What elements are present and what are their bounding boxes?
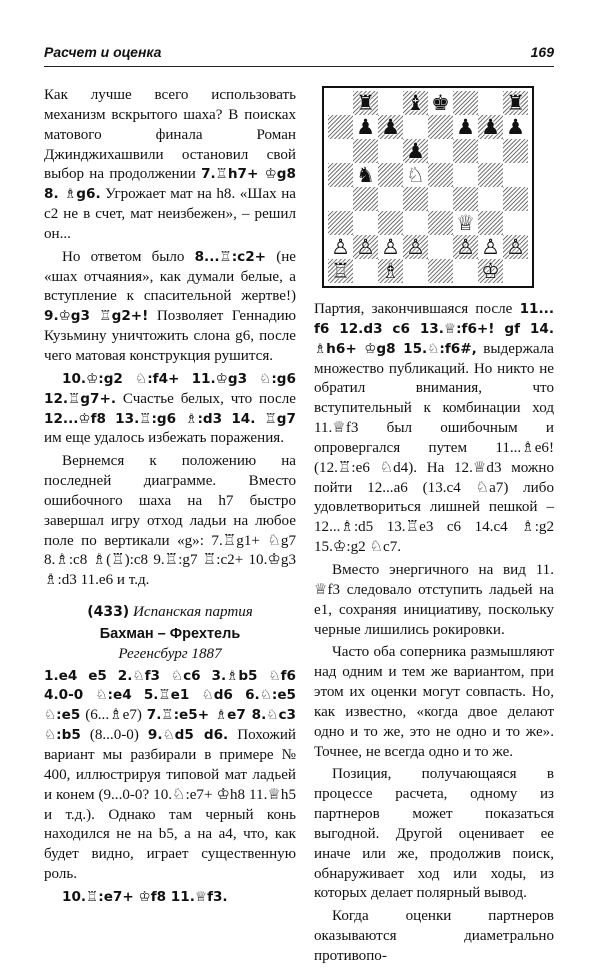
square-f1 [453,259,478,283]
square-e2 [428,235,453,259]
chess-piece-icon: ♟ [356,114,375,139]
chess-piece-icon: ♙ [381,234,400,259]
square-e6 [428,139,453,163]
square-h5 [503,163,528,187]
square-d7 [403,115,428,139]
chess-piece-icon: ♜ [506,90,525,115]
paragraph: 10.♔:g2 ♘:f4+ 11.♔g3 ♘:g6 12.♖g7+. Счастье белых, что после 12...♔f8 13.♖:g6 ♗:d3 14. ♖g7 им еще удалось избежать поражения. [44,370,296,447]
square-g8 [478,91,503,115]
square-g4 [478,187,503,211]
chess-piece-icon: ♙ [331,234,350,259]
chess-piece-icon: ♝ [406,90,425,115]
square-f8 [453,91,478,115]
square-f4 [453,187,478,211]
chess-piece-icon: ♟ [381,114,400,139]
square-h8 [503,91,528,115]
square-a1 [328,259,353,283]
chess-piece-icon: ♘ [406,162,425,187]
chess-piece-icon: ♟ [481,114,500,139]
square-h6 [503,139,528,163]
square-b1 [353,259,378,283]
square-d6 [403,139,428,163]
chess-piece-icon: ♔ [481,258,500,283]
chess-piece-icon: ♕ [456,210,475,235]
chess-piece-icon: ♗ [381,258,400,283]
paragraph: 10.♖:e7+ ♔f8 11.♕f3. [62,888,228,905]
game-players: Бахман – Фрехтель [99,625,241,642]
game-opening: Испанская партия [133,604,253,621]
chess-piece-icon: ♖ [331,258,350,283]
chess-piece-icon: ♙ [406,234,425,259]
paragraph: Позиция, получающаяся в процессе расчета, одному из партнеров может показаться выгодной. Другой оценивает ее иначе или же, продолжив поиск, обнаруживает ход или ходы, из которых делает полярный вывод. [314,766,554,902]
square-e7 [428,115,453,139]
square-c3 [378,211,403,235]
square-c1 [378,259,403,283]
square-d8 [403,91,428,115]
square-e8 [428,91,453,115]
square-d1 [403,259,428,283]
paragraph: Вместо энергичного на вид 11. ♕f3 следовало отступить ладьей на e1, сохраняя инициативу, поскольку черные лишились рокировки. [314,561,554,638]
chess-piece-icon: ♙ [481,234,500,259]
game-heading [44,603,296,623]
square-e4 [428,187,453,211]
square-a3 [328,211,353,235]
paragraph: Вернемся к положению на последней диаграмме. Вместо ошибочного шаха на h7 быстро завершал игру отход ладьи на любое поле по вертикали «g»: 7.♖g1+ ♘g7 8.♗:c8 ♗(♖):c8 9.♖:g7 ♖:c2+ 10.♔g3 ♗:d3 11.e6 и т.д. [44,453,296,589]
square-g7 [478,115,503,139]
square-b7 [353,115,378,139]
square-d5 [403,163,428,187]
square-c7 [378,115,403,139]
game-number: (433) [87,604,130,621]
square-h4 [503,187,528,211]
chess-piece-icon: ♙ [506,234,525,259]
square-b3 [353,211,378,235]
square-c8 [378,91,403,115]
header-divider [44,66,554,67]
paragraph: Партия, закончившаяся после 11... f6 12.d3 c6 13.♕:f6+! gf 14. ♗h6+ ♔g8 15.♘:f6#, выдержала множество публикаций. Но никто не обратил внимания, что вступительный к комбинации ход 11.♕f3 был ошибочным и опровергался путем 11...♗e6! (12.♖:e6 ♘d4). На 12.♕d3 можно пойти 12...a6 (13.c4 ♘a7) либо удовлетвориться лишней пешкой – 12...♗:d5 13.♖e3 c6 14.c4 ♗:g2 15.♔:g2 ♘c7. [314,301,554,556]
square-d4 [403,187,428,211]
chess-piece-icon: ♟ [406,138,425,163]
square-e3 [428,211,453,235]
chess-piece-icon: ♙ [356,234,375,259]
square-g1 [478,259,503,283]
chess-piece-icon: ♙ [456,234,475,259]
square-c2 [378,235,403,259]
square-h3 [503,211,528,235]
running-header-section: Расчет и оценка [44,44,162,60]
chess-diagram [322,86,534,288]
square-c5 [378,163,403,187]
chess-piece-icon: ♟ [506,114,525,139]
square-h1 [503,259,528,283]
square-f5 [453,163,478,187]
right-column [314,300,554,970]
chess-piece-icon: ♟ [456,114,475,139]
paragraph: 1.e4 e5 2.♘f3 ♘c6 3.♗b5 ♘f6 4.0-0 ♘:e4 5.♖e1 ♘d6 6.♘:e5 ♘:e5 (6...♗e7) 7.♖:e5+ ♗e7 8.♘c3 ♘:b5 (8...0-0) 9.♘d5 d6. Похожий вариант мы разбирали в примере № 400, иллюстрируя типовой мат ладьей и конем (9...0-0? 10.♘:e7+ ♔h8 11.♕h5 и т.д.). Однако там черный конь находился не на b5, а на a4, что, как будет видно, играет существенную роль. [44,667,297,883]
paragraph: Но ответом было 8...♖:c2+ (не «шах отчаяния», как думали белые, а вступление к спасительной жертве!) 9.♔g3 ♖g2+! Позволяет Геннадию Кузьмину уничтожить слона g6, после чего матовая конструкция рушится. [44,248,296,364]
square-f7 [453,115,478,139]
chess-board [328,91,528,283]
paragraph: Когда оценки партнеров оказываются диаметрально противопо- [314,908,554,964]
game-place: Регенсбург 1887 [118,645,222,662]
square-g2 [478,235,503,259]
square-d3 [403,211,428,235]
paragraph: Часто оба соперника размышляют над одним и тем же вариантом, при этом их оценки могут совпасть. Но, как известно, «когда двое делают одно и то же, это не одно и то же». Точнее, не всегда одно и то же. [314,644,554,760]
square-a4 [328,187,353,211]
square-g3 [478,211,503,235]
square-c6 [378,139,403,163]
left-column [44,86,296,911]
square-b5 [353,163,378,187]
square-b4 [353,187,378,211]
square-f2 [453,235,478,259]
square-a8 [328,91,353,115]
square-a2 [328,235,353,259]
square-b6 [353,139,378,163]
chess-piece-icon: ♞ [356,162,375,187]
square-f6 [453,139,478,163]
square-f3 [453,211,478,235]
page-number: 169 [530,44,554,60]
square-e5 [428,163,453,187]
square-b8 [353,91,378,115]
square-c4 [378,187,403,211]
square-b2 [353,235,378,259]
chess-piece-icon: ♜ [356,90,375,115]
square-a6 [328,139,353,163]
square-d2 [403,235,428,259]
square-h2 [503,235,528,259]
square-e1 [428,259,453,283]
square-h7 [503,115,528,139]
square-a7 [328,115,353,139]
chess-piece-icon: ♚ [431,90,450,115]
square-g5 [478,163,503,187]
square-g6 [478,139,503,163]
paragraph: Как лучше всего использовать механизм вскрытого шаха? В поисках матового финала Роман Джинджихашвили остановил свой выбор на продолжении 7.♖h7+ ♔g8 8. ♗g6. Угрожает мат на h8. «Шах на c2 не в счет, мат неизбежен», – решил он... [44,87,296,242]
square-a5 [328,163,353,187]
